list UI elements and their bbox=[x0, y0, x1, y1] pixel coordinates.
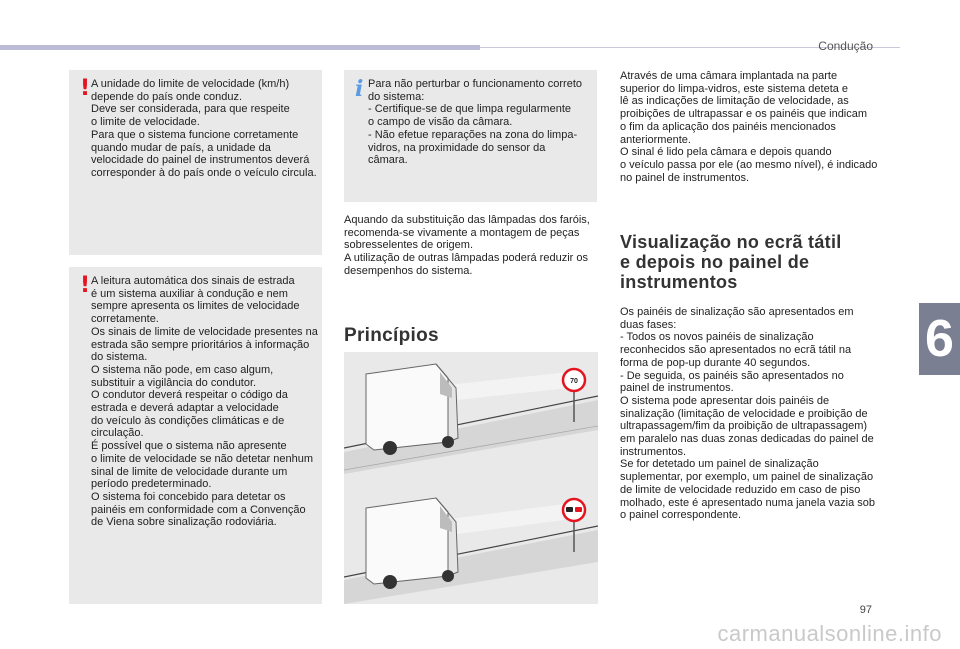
warning-text-reading: A leitura automática dos sinais de estrada é um sistema auxiliar à condução e nem sempre apresenta os limites de velocidade corretamente. Os sinais de limite de velocidade presentes na estrada são sempre prioritários à informação do sistema. O sistema não pode, em caso algum, substituir a vigilância do condutor. O condutor deverá respeitar o código da estrada e deverá adaptar a velocidade do veículo às condições climáticas e de circulação. É possível que o sistema não apresente o limite de velocidade se não detetar nenhum sinal de limite de velocidade durante um período predeterminado. O sistema foi concebido para detetar os painéis em conformidade com a Convenção de Viena sobre sinalização rodoviária. bbox=[91, 275, 318, 529]
warning-box-unit bbox=[69, 70, 322, 255]
header-accent-bar bbox=[0, 45, 480, 50]
info-text-camera: Para não perturbar o funcionamento correto do sistema: - Certifique-se de que limpa regularmente o campo de visão da câmara. - Não efetue reparações na zona do limpa- vidros, na proximidade do sensor da câmara. bbox=[368, 78, 583, 167]
display-body: Os painéis de sinalização são apresentados em duas fases: - Todos os novos painéis de sinalização reconhecidos são apresentados no ecrã tátil na forma de pop-up durante 40 segundos. - De seguida, os painéis são apresentados no painel de instrumentos. O sistema pode apresentar dois painéis de sinalização (limitação de velocidade e proibição de ultrapassagem/fim da proibição de ultrapassagem) em paralelo nas duas zonas dedicadas do painel de instrumentos. Se for detetado um painel de sinalização suplementar, por exemplo, um painel de sinalização de limite de velocidade reduzido em caso de piso molhado, este é apresentado numa janela vazia sob o painel correspondente. bbox=[620, 306, 876, 522]
watermark: carmanualsonline.info bbox=[717, 621, 942, 646]
warning-text-unit: A unidade do limite de velocidade (km/h) depende do país onde conduz. Deve ser considerada, para que respeite o limite de velocidade. Para que o sistema funcione corretamente quando mudar de país, a unidade da velocidade do painel de instrumentos deverá corresponder à do país onde o veículo circula. bbox=[91, 78, 317, 179]
principles-heading: Princípios bbox=[344, 325, 439, 346]
van-top bbox=[366, 364, 458, 455]
van-bottom bbox=[366, 498, 458, 589]
warning-exclamation-icon: ! bbox=[80, 76, 91, 101]
display-heading: Visualização no ecrã tátil e depois no painel de instrumentos bbox=[620, 232, 842, 292]
warning-exclamation-icon: ! bbox=[80, 273, 91, 298]
info-box-camera bbox=[344, 70, 597, 202]
page-number: 97 bbox=[859, 604, 872, 616]
sign-speed-value: 70 bbox=[570, 378, 578, 385]
section-title: Condução bbox=[818, 39, 873, 53]
van-camera-illustration bbox=[344, 352, 598, 604]
info-icon: i bbox=[355, 76, 364, 102]
intro-paragraph: Através de uma câmara implantada na parte superior do limpa-vidros, este sistema deteta e lê as indicações de limitação de velocidade, as proibições de ultrapassar e os painéis que indicam o fim da aplicação dos painéis mencionados anteriormente. O sinal é lido pela câmara e depois quando o veículo passa por ele (ao mesmo nível), é indicado no painel de instrumentos. bbox=[620, 70, 878, 184]
chapter-tab: 6 bbox=[919, 303, 960, 375]
warning-box-reading bbox=[69, 267, 322, 604]
principles-illustration bbox=[344, 352, 598, 604]
lamp-paragraph: Aquando da substituição das lâmpadas dos faróis, recomenda-se vivamente a montagem de peças sobresselentes de origem. A utilização de outras lâmpadas poderá reduzir os desempenhos do sistema. bbox=[344, 214, 590, 277]
